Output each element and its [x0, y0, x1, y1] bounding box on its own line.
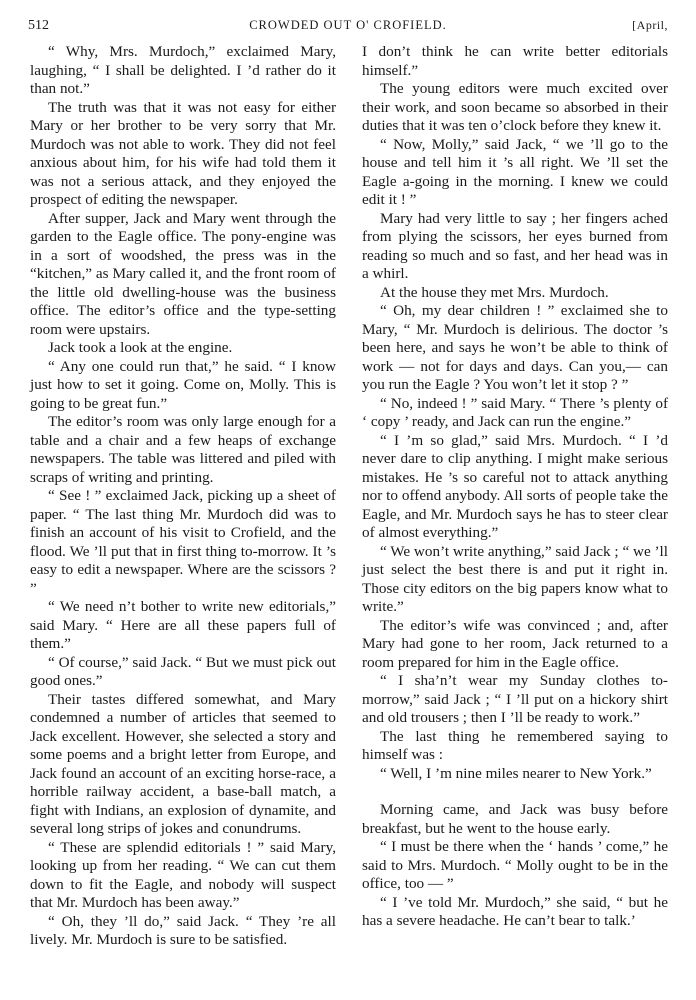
issue-month: [April, [632, 18, 668, 32]
paragraph: “ I ’m so glad,” said Mrs. Murdoch. “ I ’d never dare to clip anything. I might make serious mistakes. He ’s so careful not to attack anything nor to offend anybody. All sorts of people take the Eagle, and Mr. Murdoch says he has to steer clear of almost everything.” [362, 431, 668, 541]
paragraph: The editor’s wife was convinced ; and, after Mary had gone to her room, Jack returned to a room prepared for him in the Eagle office. [362, 616, 668, 671]
paragraph: The young editors were much excited over their work, and soon became so absorbed in their duties that it was ten o’clock before they knew it. [362, 80, 668, 134]
paragraph: “ Well, I ’m nine miles nearer to New York.” [380, 764, 652, 782]
paragraph: The editor’s room was only large enough for a table and a chair and a few heaps of exchange newspapers. The table was littered and piled with scraps of writing and printing. [30, 413, 336, 486]
paragraph: “ I must be there when the ‘ hands ’ come,” he said to Mrs. Murdoch. “ Molly ought to be in the office, too — ” [362, 838, 668, 892]
paragraph: Morning came, and Jack was busy before breakfast, but he went to the house early. [362, 801, 668, 837]
paragraph: “ No, indeed ! ” said Mary. “ There ’s plenty of ‘ copy ’ ready, and Jack can run the engine.” [362, 394, 668, 430]
paragraph: “ Now, Molly,” said Jack, “ we ’ll go to the house and tell him it ’s all right. We ’ll set the Eagle a-going in the morning. I knew we could edit it ! ” [362, 135, 668, 208]
paragraph: “ Why, Mrs. Murdoch,” exclaimed Mary, laughing, “ I shall be delighted. I ’d rather do it than not.” [30, 43, 336, 97]
running-title: CROWDED OUT O' CROFIELD. [249, 18, 447, 32]
text-column-right [362, 43, 668, 931]
paragraph: The truth was that it was not easy for either Mary or her brother to be very sorry that Mr. Murdoch was not able to work. They did not feel anxious about him, for his wife had told them it was not a serious attack, and they enjoyed the prospect of editing the newspaper. [30, 98, 336, 208]
paragraph: “ I ’ve told Mr. Murdoch,” she said, “ but he has a severe headache. He can’t bear to talk.’ [362, 893, 668, 929]
paragraph: Jack took a look at the engine. [48, 339, 233, 356]
paragraph: “ See ! ” exclaimed Jack, picking up a sheet of paper. “ The last thing Mr. Murdoch did was to finish an account of his visit to Crofield, and the flood. We ’ll put that in first thing to-morrow. It ’s easy to edit a newspaper. Where are the scissors ? ” [30, 487, 336, 597]
page-header [28, 18, 668, 38]
paragraph: “ These are splendid editorials ! ” said Mary, looking up from her reading. “ We can cut them down to fit the Eagle, and nobody will suspect that Mr. Murdoch has been away.” [30, 838, 336, 911]
page-number: 512 [28, 18, 49, 33]
paragraph: Their tastes differed somewhat, and Mary condemned a number of articles that seemed to Jack excellent. However, she selected a story and some poems and a bright letter from Europe, and Jack found an account of an exciting horse-race, a horrible railway accident, a base-ball match, a fight with Indians, an explosion of dynamite, and several long strips of jokes and conundrums. [30, 690, 336, 837]
paragraph: “ Any one could run that,” he said. “ I know just how to set it going. Come on, Molly. This is going to be great fun.” [30, 357, 336, 412]
paragraph: The last thing he remembered saying to himself was : [362, 727, 668, 763]
paragraph: “ Of course,” said Jack. “ But we must pick out good ones.” [30, 653, 336, 689]
paragraph: “ I sha’n’t wear my Sunday clothes to-morrow,” said Jack ; “ I ’ll put on a hickory shirt and old trousers ; then I ’ll be ready to work.” [362, 672, 668, 726]
text-column-left [30, 43, 336, 950]
paragraph: “ We need n’t bother to write new editorials,” said Mary. “ Here are all these papers full of them.” [30, 598, 336, 652]
paragraph-continuation: I don’t think he can write better editorials himself.” [362, 43, 668, 79]
paragraph: After supper, Jack and Mary went through the garden to the Eagle office. The pony-engine was in a sort of woodshed, the press was in the “kitchen,” as Mary called it, and the front room of the little old dwelling-house was the business office. The editor’s office and the type-setting room were upstairs. [30, 209, 336, 338]
paragraph: At the house they met Mrs. Murdoch. [380, 283, 609, 301]
paragraph: “ Oh, my dear children ! ” exclaimed she to Mary, “ Mr. Murdoch is delirious. The doctor ’s been here, and says he won’t be able to think of work — not for days and days. Can you,— can you run the Eagle ? You won’t let it stop ? ” [362, 302, 668, 393]
paragraph: “ We won’t write anything,” said Jack ; “ we ’ll just select the best there is and put it right in. Those city editors on the big papers know what to write.” [362, 542, 668, 615]
paragraph: Mary had very little to say ; her fingers ached from plying the scissors, her eyes burned from reading so much and so fast, and her head was in a whirl. [362, 209, 668, 282]
paragraph: “ Oh, they ’ll do,” said Jack. “ They ’re all lively. Mr. Murdoch is sure to be satisfied. [30, 912, 336, 948]
